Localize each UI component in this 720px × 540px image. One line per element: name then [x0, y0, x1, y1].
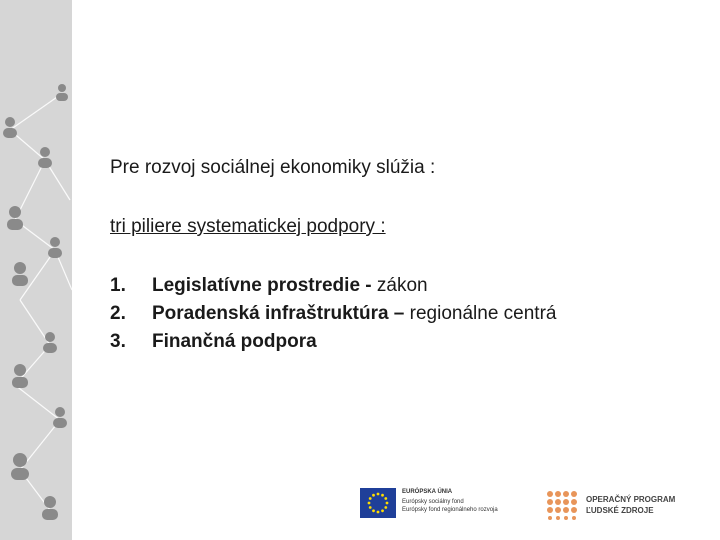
op-texts	[586, 494, 675, 516]
decorative-side-panel	[0, 0, 72, 540]
eu-flag-icon	[360, 488, 396, 518]
op-line: OPERAČNÝ PROGRAM	[586, 495, 676, 504]
op-dots-icon	[546, 490, 580, 520]
op-line: ĽUDSKÉ ZDROJE	[586, 506, 654, 515]
list-item-number: 1.	[110, 275, 126, 296]
eu-fund-line: Európsky sociálny fond	[402, 499, 464, 505]
list-item-strong: Finančná podpora	[152, 331, 317, 352]
eu-texts	[402, 488, 512, 514]
list-item-strong: Poradenská infraštruktúra –	[152, 303, 405, 324]
list-item-rest: zákon	[371, 275, 428, 296]
eu-name: EURÓPSKA ÚNIA	[402, 489, 453, 495]
pillars-list	[110, 272, 672, 356]
eu-fund-line: Európsky fond regionálneho rozvoja	[402, 507, 498, 513]
list-item	[110, 272, 672, 300]
list-item	[110, 328, 672, 356]
eu-logo	[360, 488, 512, 518]
list-item-number: 2.	[110, 303, 126, 324]
list-item	[110, 300, 672, 328]
people-network-icon	[0, 0, 72, 540]
list-item-strong: Legislatívne prostredie -	[152, 275, 372, 296]
op-logo	[546, 490, 675, 520]
list-item-rest: regionálne centrá	[404, 303, 557, 324]
list-item-number: 3.	[110, 331, 126, 352]
pillars-heading: tri piliere systematickej podpory :	[110, 216, 386, 237]
footer-logos	[360, 488, 700, 522]
intro-text: Pre rozvoj sociálnej ekonomiky slúžia :	[110, 157, 436, 178]
